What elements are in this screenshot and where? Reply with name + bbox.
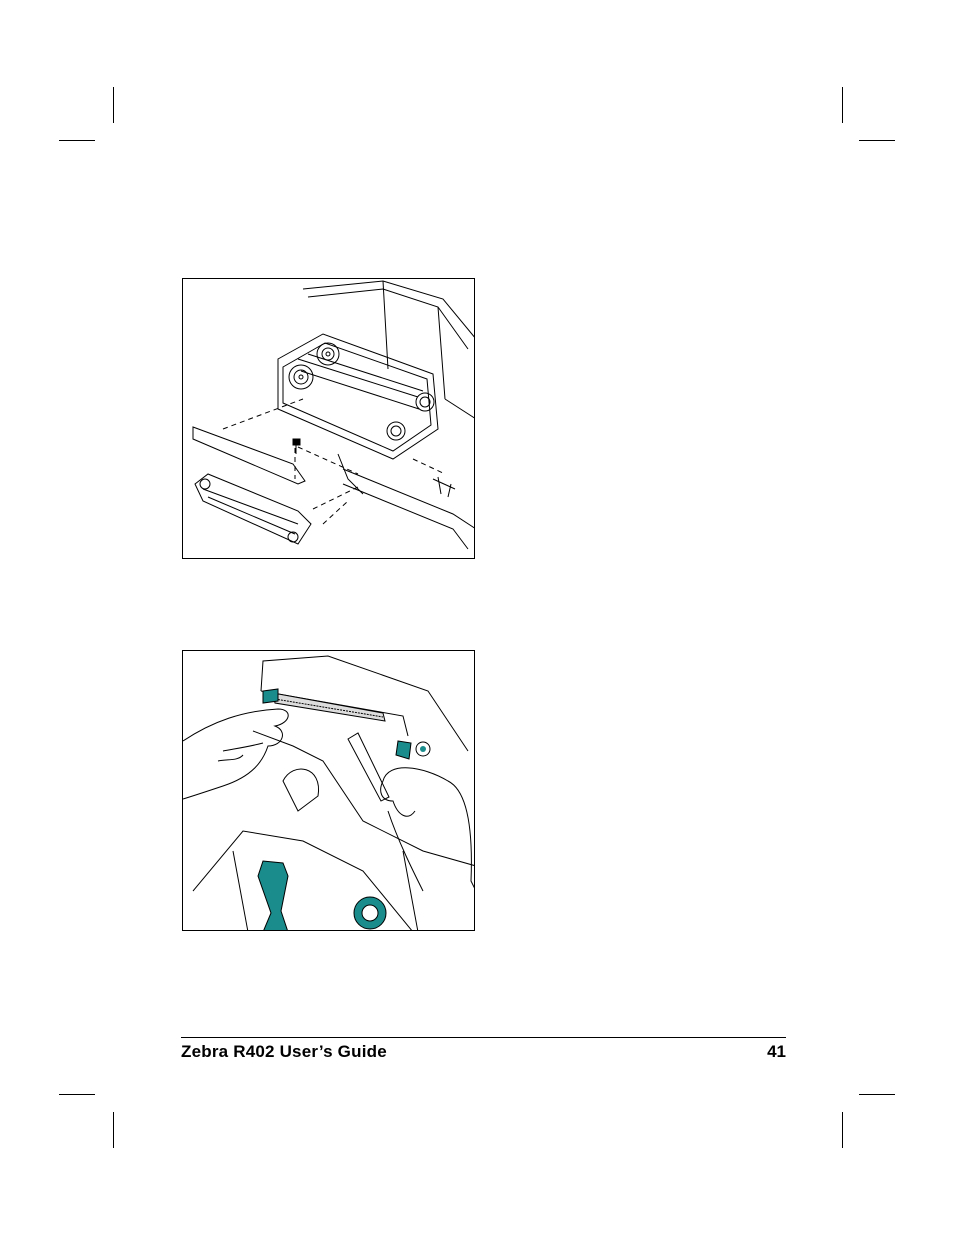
printhead-assembly-figure [182, 278, 475, 559]
crop-mark-bottom-right-v [842, 1112, 843, 1148]
printhead-assembly-exploded-icon [183, 279, 475, 559]
footer-rule [181, 1037, 786, 1038]
crop-mark-top-left-h [59, 140, 95, 141]
crop-mark-bottom-right-h [859, 1094, 895, 1095]
crop-mark-top-right-h [859, 140, 895, 141]
crop-mark-bottom-left-h [59, 1094, 95, 1095]
footer-page-number: 41 [767, 1042, 786, 1061]
crop-mark-top-right-v [842, 87, 843, 123]
crop-mark-bottom-left-v [113, 1112, 114, 1148]
printhead-cleaning-figure [182, 650, 475, 931]
crop-mark-top-left-v [113, 87, 114, 123]
printhead-cleaning-pen-icon [183, 651, 475, 931]
footer-guide-title: Zebra R402 User’s Guide [181, 1042, 387, 1061]
